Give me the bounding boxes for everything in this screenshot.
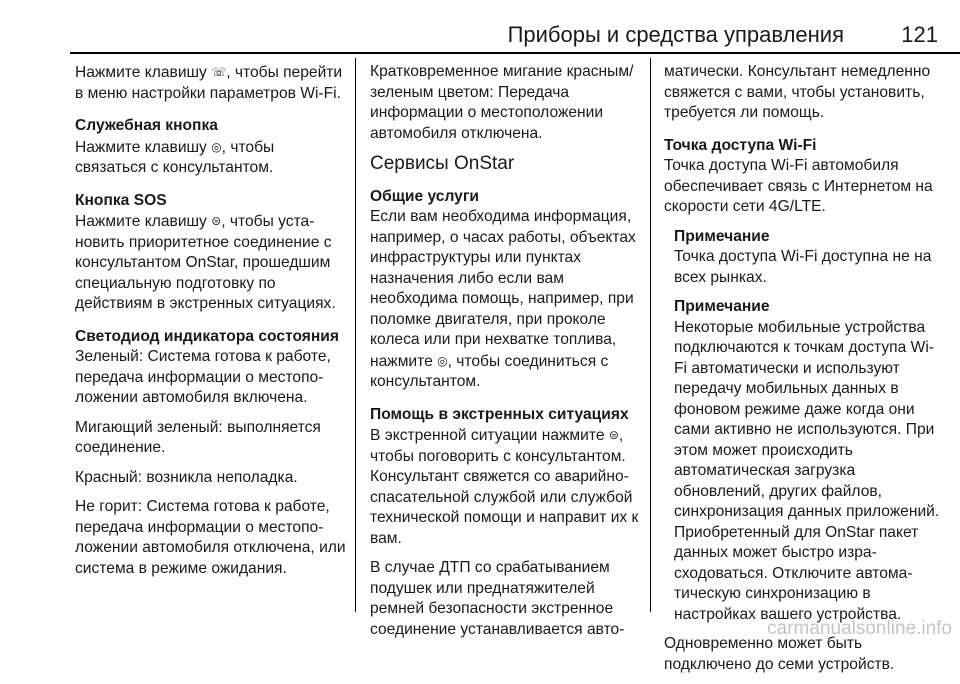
paragraph: Не горит: Система готова к работе, передача информации о местоположении автомобиля отключена, или система в режиме ожидания. (75, 498, 346, 577)
paragraph: матически. Консультант немедленно свяжется с вами, чтобы установить, требуется ли помощь. (664, 63, 931, 121)
running-title: Приборы и средства управления (507, 22, 844, 47)
paragraph: Точка доступа Wi-Fi автомобиля обеспечивает связь с Интернетом на скорости сети 4G/LTE. (664, 157, 933, 215)
paragraph: Красный: возникла неполадка. (75, 468, 298, 486)
column-1 (75, 62, 347, 588)
note-text: Точка доступа Wi-Fi доступна не на всех рынках. (674, 248, 932, 286)
heading-service-button: Служебная кнопка (75, 117, 218, 134)
note (664, 297, 942, 625)
paragraph: Если вам необходима информация, например, о часах работы, объектах инфраструктуры или пунктах назначения либо если вам необходима помощь, например, при поломке двигателя, при проколе колеса или при нехватке топлива, нажмите ◎, чтобы соединиться с консультантом. (370, 208, 636, 390)
paragraph: Одновременно может быть подключено до семи устройств. (664, 635, 895, 673)
sos-icon: ⊜ (211, 214, 222, 228)
paragraph: В экстренной ситуации нажмите ⊜, чтобы поговорить с консультантом. Консультант свяжется со аварийно-спасательной службой или службой технической помощи и направит их к вам. (370, 427, 639, 547)
column-divider (650, 58, 651, 612)
paragraph: В случае ДТП со срабатыванием подушек или преднатяжителей ремней безопасности экстренное соединение устанавливается авто- (370, 559, 625, 638)
header-rule (70, 52, 960, 54)
note (664, 227, 942, 289)
onstar-icon: ◎ (437, 353, 448, 368)
heading-general-services: Общие услуги (370, 187, 479, 205)
note-heading: Примечание (674, 298, 770, 315)
heading-wifi-hotspot: Точка доступа Wi-Fi (664, 136, 817, 154)
paragraph: Нажмите клавишу ⊜, чтобы установить приоритетное соединение с консультантом OnStar, прошедшим специальную подготовку по действиям в экстренных ситуациях. (75, 213, 336, 312)
paragraph: Нажмите клавишу ☏, чтобы перейти в меню настройки параметров Wi-Fi. (75, 64, 343, 102)
heading-onstar-services: Сервисы OnStar (370, 153, 515, 174)
page-number: 121 (901, 22, 938, 47)
note-heading: Примечание (674, 227, 770, 245)
heading-status-led: Светодиод индикатора состояния (75, 327, 339, 345)
heading-sos-button: Кнопка SOS (75, 191, 167, 209)
column-3 (664, 62, 942, 684)
heading-emergency: Помощь в экстренных ситуациях (370, 405, 629, 423)
paragraph: Зеленый: Система готова к работе, передача информации о местоположении автомобиля включена. (75, 348, 331, 406)
paragraph: Мигающий зеленый: выполняется соединение. (75, 418, 321, 456)
paragraph: Кратковременное мигание красным/зеленым цветом: Передача информации о местоположении автомобиля отключена. (370, 63, 634, 142)
watermark: carmanualsonline.info (767, 618, 952, 639)
sos-icon: ⊜ (608, 428, 619, 442)
column-2 (370, 62, 640, 649)
onstar-icon: ◎ (211, 139, 222, 154)
note-text: Некоторые мобильные устройства подключаются к точкам доступа Wi-Fi автоматически и используют передачу мобильных данных в фоновом режиме даже когда они сами активно не используются. При этом может происходить автоматическая загрузка обновлений, других файлов, синхронизация данных приложений. Приобретенный для OnStar пакет данных может быстро израсходоваться. Отключите автоматическую синхронизацию в настройках вашего устройства. (674, 318, 940, 623)
column-divider (355, 58, 356, 612)
paragraph: Нажмите клавишу ◎, чтобы связаться с консультантом. (75, 138, 275, 176)
phone-icon: ☏ (211, 65, 227, 79)
